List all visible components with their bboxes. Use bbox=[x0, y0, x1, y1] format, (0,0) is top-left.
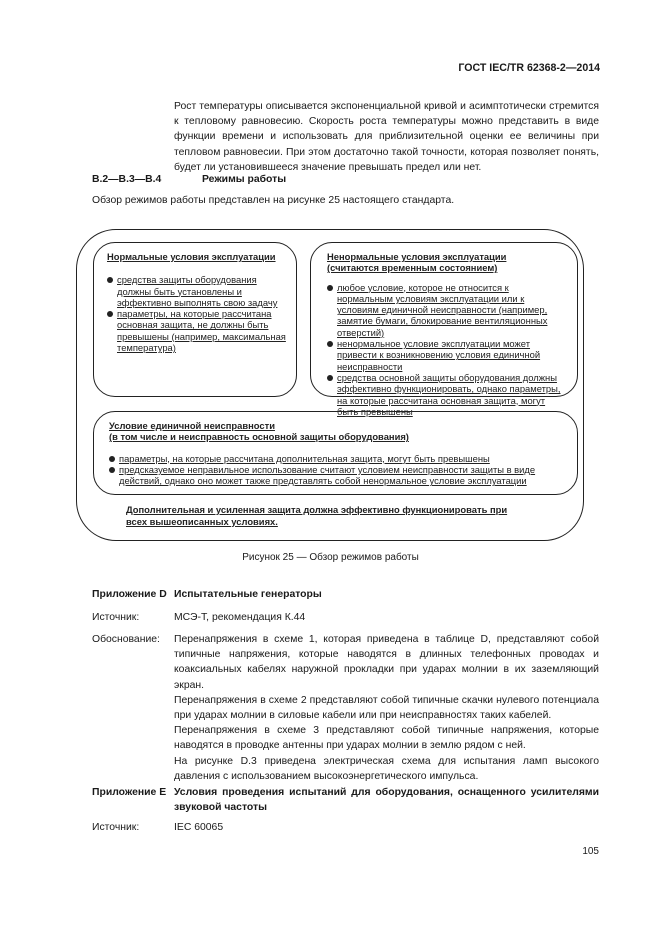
normal-conditions-title: Нормальные условия эксплуатации bbox=[107, 251, 276, 262]
list-item: параметры, на которые рассчитана дополнительная защита, могут быть превышены bbox=[109, 453, 567, 464]
figure-caption: Рисунок 25 — Обзор режимов работы bbox=[242, 552, 419, 563]
appendix-d-source-label: Источник: bbox=[92, 612, 140, 623]
reason-paragraph: На рисунке D.3 приведена электрическая схема для испытания ламп высокого давления с использованием высокоэнергетического импульса. bbox=[174, 755, 599, 782]
appendix-d-reason-label: Обоснование: bbox=[92, 634, 160, 645]
abnormal-conditions-list bbox=[327, 282, 567, 418]
diagram-footer-note: Дополнительная и усиленная защита должна эффективно функционировать при всех вышеописанных условиях. bbox=[126, 504, 508, 527]
fault-title-line1: Условие единичной неисправности bbox=[109, 420, 275, 431]
abnormal-conditions-title bbox=[327, 251, 567, 274]
list-item: средства основной защиты оборудования должны эффективно функционировать, однако параметры, на которые рассчитана основная защита, могут быть превышены bbox=[327, 372, 567, 417]
appendix-d-label: Приложение D bbox=[92, 589, 167, 600]
appendix-e-title: Условия проведения испытаний для оборудования, оснащенного усилителями звуковой частоты bbox=[174, 787, 599, 814]
normal-conditions-list bbox=[107, 274, 286, 353]
single-fault-list bbox=[109, 453, 567, 487]
normal-conditions-box bbox=[93, 242, 297, 397]
appendix-e-source-label: Источник: bbox=[92, 822, 140, 833]
appendix-e-source-value: IEC 60065 bbox=[174, 822, 224, 833]
list-item: предсказуемое неправильное использование считают условием неисправности защиты в виде действий, однако оно может также представлять собой ненормальное условие эксплуатации bbox=[109, 464, 567, 487]
section-intro: Обзор режимов работы представлен на рисунке 25 настоящего стандарта. bbox=[92, 195, 455, 206]
fault-title-line2: (в том числе и неисправность основной защиты оборудования) bbox=[109, 431, 409, 443]
list-item: ненормальное условие эксплуатации может привести к возникновению условия единичной неисправности bbox=[327, 338, 567, 372]
section-number: В.2—В.3—В.4 bbox=[92, 174, 162, 185]
abnormal-title-line1: Ненормальные условия эксплуатации bbox=[327, 251, 507, 262]
abnormal-title-line2: (считаются временным состоянием) bbox=[327, 262, 498, 274]
appendix-d-reason-text bbox=[174, 632, 599, 784]
abnormal-conditions-box bbox=[310, 242, 578, 417]
reason-paragraph: Перенапряжения в схеме 3 представляют собой типичные напряжения, которые наводятся в проводке антенны при ударах молнии в землю рядом с ней. bbox=[174, 725, 599, 752]
single-fault-box bbox=[93, 411, 578, 495]
list-item: любое условие, которое не относится к нормальным условиям эксплуатации или к условиям единичной неисправности (например, замятие бумаги, блокирование вентиляционных отверстий) bbox=[327, 282, 567, 338]
reason-paragraph: Перенапряжения в схеме 1, которая приведена в таблице D, представляют собой типичные напряжения, которые наводятся в длинных телефонных проводах и коаксиальных кабелях наружной прокладки при ударах молнии в их заземляющий экран. bbox=[174, 634, 599, 691]
document-header-code: ГОСТ IEC/TR 62368-2—2014 bbox=[458, 62, 600, 74]
intro-paragraph: Рост температуры описывается экспоненциальной кривой и асимптотически стремится к тепловому равновесию. Скорость роста температуры можно представить в виде функции времени и использовать для приблизительной оценки ее величины при тепловом равновесии. При этом достаточно такой точности, которая позволяет понять, будет ли установившееся значение превышать предел или нет. bbox=[174, 101, 599, 173]
appendix-e-label: Приложение Е bbox=[92, 787, 167, 798]
reason-paragraph: Перенапряжения в схеме 2 представляют собой типичные скачки нулевого потенциала при ударах молнии в силовые кабели или при неисправностях таких кабелей. bbox=[174, 694, 599, 722]
appendix-d-title: Испытательные генераторы bbox=[174, 589, 322, 600]
list-item: параметры, на которые рассчитана основная защита, не должны быть превышены (например, максимальная температура) bbox=[107, 308, 286, 353]
page-number: 105 bbox=[582, 846, 599, 857]
section-heading bbox=[92, 172, 286, 187]
list-item: средства защиты оборудования должны быть установлены и эффективно выполнять свою задачу bbox=[107, 274, 286, 308]
appendix-d-source-value: МСЭ-Т, рекомендация К.44 bbox=[174, 612, 306, 623]
section-title: Режимы работы bbox=[202, 174, 287, 185]
single-fault-title bbox=[109, 420, 567, 443]
